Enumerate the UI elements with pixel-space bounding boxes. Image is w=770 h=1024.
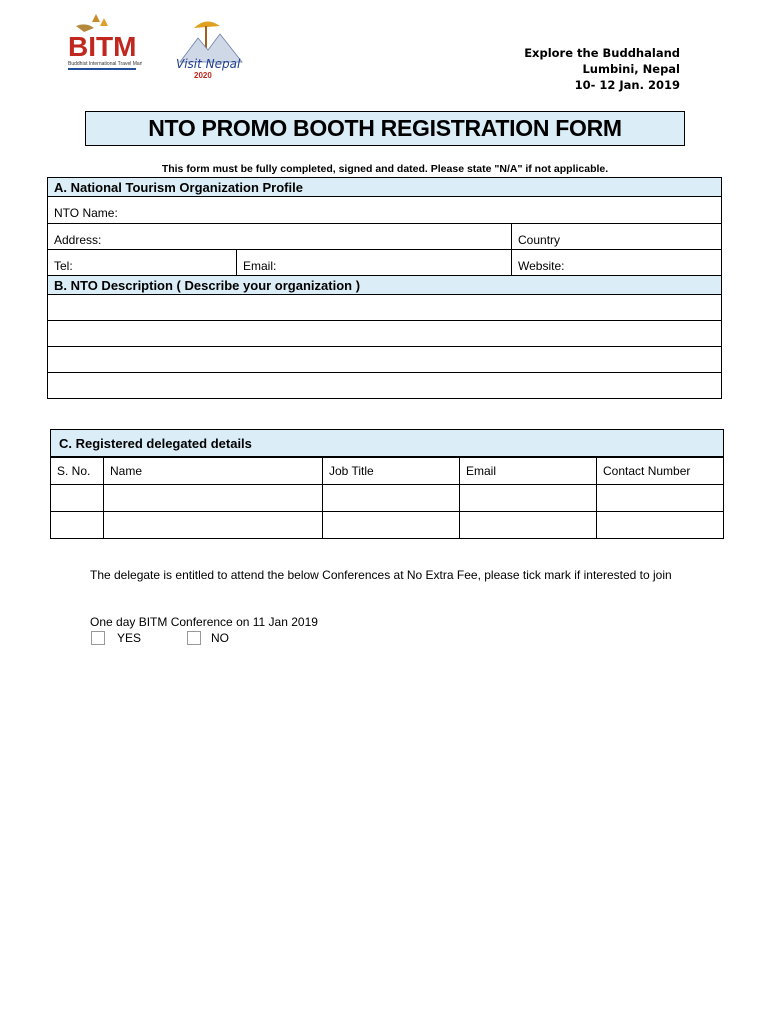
contact-row bbox=[47, 250, 722, 276]
section-a-heading-text: A. National Tourism Organization Profile bbox=[54, 179, 303, 195]
form-instruction: This form must be fully completed, signed and dated. Please state "N/A" if not applicable. bbox=[161, 163, 609, 175]
table-row bbox=[51, 512, 723, 539]
email-field[interactable] bbox=[237, 250, 511, 275]
country-field[interactable] bbox=[512, 224, 721, 249]
no-checkbox[interactable] bbox=[187, 631, 201, 645]
description-line[interactable] bbox=[47, 373, 722, 399]
tel-field[interactable] bbox=[48, 250, 236, 275]
table-cell[interactable] bbox=[597, 512, 724, 539]
event-location: Lumbini, Nepal bbox=[582, 62, 680, 76]
section-c-heading bbox=[51, 430, 723, 457]
table-cell[interactable] bbox=[104, 512, 323, 539]
description-line[interactable] bbox=[47, 347, 722, 373]
section-c-heading-text: C. Registered delegated details bbox=[59, 435, 252, 451]
nepal-logo-text: Visit Nepal bbox=[176, 57, 241, 71]
yes-checkbox[interactable] bbox=[91, 631, 105, 645]
column-header: Name bbox=[104, 458, 323, 485]
table-cell[interactable] bbox=[51, 485, 104, 512]
column-header: Job Title bbox=[323, 458, 460, 485]
table-cell[interactable] bbox=[323, 512, 460, 539]
nepal-logo-year: 2020 bbox=[194, 71, 212, 80]
table-cell[interactable] bbox=[460, 485, 597, 512]
country-label: Country bbox=[518, 233, 561, 247]
section-b-heading-text: B. NTO Description ( Describe your organization ) bbox=[54, 277, 361, 293]
section-b-heading bbox=[47, 276, 722, 295]
address-row bbox=[47, 224, 722, 250]
description-line[interactable] bbox=[47, 295, 722, 321]
nto-name-label: NTO Name: bbox=[54, 206, 118, 220]
address-field[interactable] bbox=[48, 224, 511, 249]
website-label: Website: bbox=[518, 259, 565, 273]
column-header: Email bbox=[460, 458, 597, 485]
delegates-table bbox=[50, 429, 724, 539]
section-a-heading bbox=[47, 177, 722, 197]
event-info bbox=[524, 45, 680, 93]
tel-label: Tel: bbox=[54, 259, 73, 273]
table-cell[interactable] bbox=[104, 485, 323, 512]
table-row bbox=[51, 485, 723, 512]
bitm-logo-text: BITM bbox=[68, 31, 137, 62]
address-label: Address: bbox=[54, 233, 102, 247]
event-tagline: Explore the Buddhaland bbox=[524, 46, 680, 60]
table-cell[interactable] bbox=[460, 512, 597, 539]
no-label: NO bbox=[211, 631, 229, 645]
email-label: Email: bbox=[243, 259, 277, 273]
column-header: Contact Number bbox=[597, 458, 724, 485]
form-title-text: NTO PROMO BOOTH REGISTRATION FORM bbox=[148, 115, 622, 141]
conference-name: One day BITM Conference on 11 Jan 2019 bbox=[90, 615, 318, 629]
website-field[interactable] bbox=[512, 250, 721, 275]
column-header: S. No. bbox=[51, 458, 104, 485]
event-dates: 10- 12 Jan. 2019 bbox=[574, 78, 680, 92]
table-cell[interactable] bbox=[597, 485, 724, 512]
bitm-logo bbox=[66, 12, 142, 74]
visit-nepal-logo bbox=[172, 16, 250, 80]
bitm-logo-subtext: Buddhist International Travel Mart bbox=[68, 61, 142, 67]
form-title bbox=[85, 111, 685, 146]
table-header-row bbox=[51, 458, 723, 485]
nto-name-field[interactable] bbox=[47, 197, 722, 224]
yes-label: YES bbox=[117, 631, 142, 645]
table-cell[interactable] bbox=[51, 512, 104, 539]
description-line[interactable] bbox=[47, 321, 722, 347]
table-cell[interactable] bbox=[323, 485, 460, 512]
conference-note: The delegate is entitled to attend the below Conferences at No Extra Fee, please tick mark if interested to join bbox=[90, 568, 672, 582]
